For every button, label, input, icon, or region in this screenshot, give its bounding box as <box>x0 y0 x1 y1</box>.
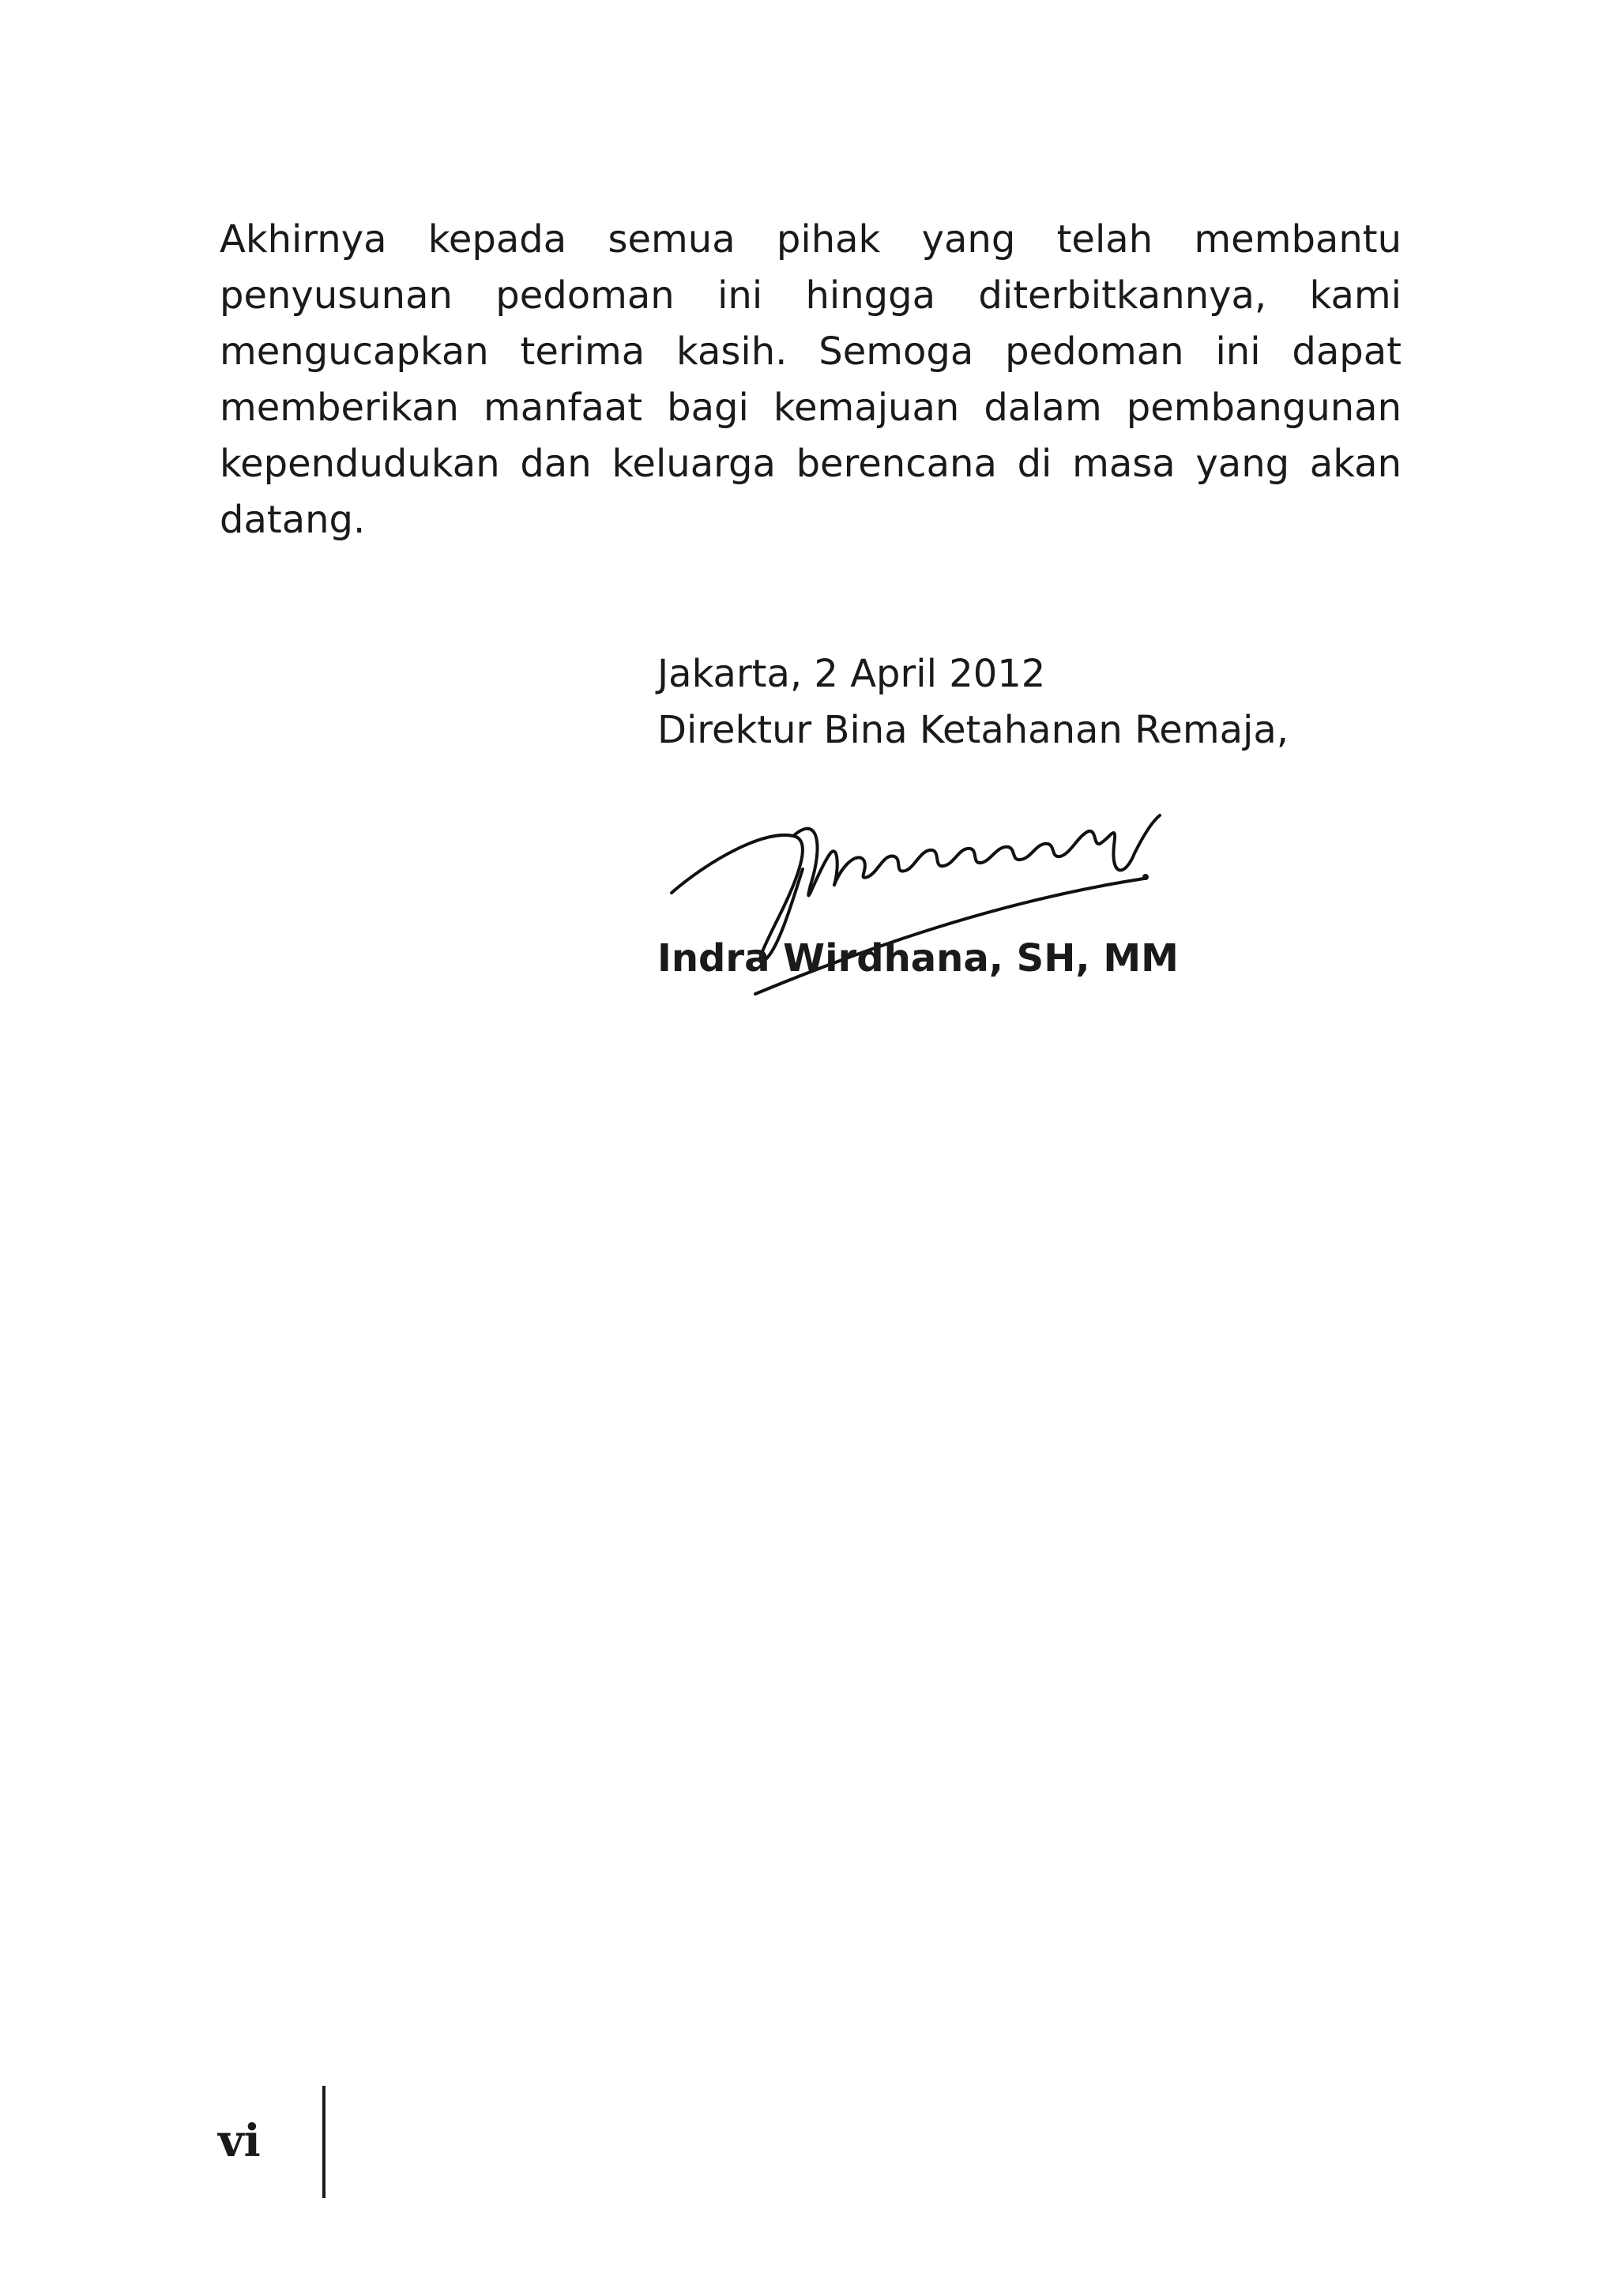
page-number: vi <box>218 2115 261 2167</box>
closing-block <box>657 646 1289 758</box>
place-date: Jakarta, 2 April 2012 <box>657 652 1046 696</box>
footer-divider <box>322 2086 325 2198</box>
signer-position: Direktur Bina Ketahanan Remaja, <box>657 708 1289 752</box>
closing-paragraph: Akhirnya kepada semua pihak yang telah membantu penyusunan pedoman ini hingga diterbitkannya, kami mengucapkan terima kasih. Semoga pedoman ini dapat memberikan manfaat bagi kemajuan dalam pembangunan kependudukan dan keluarga berencana di masa yang akan datang. <box>220 217 1402 542</box>
signer-name: Indra Wirdhana, SH, MM <box>657 936 1179 981</box>
